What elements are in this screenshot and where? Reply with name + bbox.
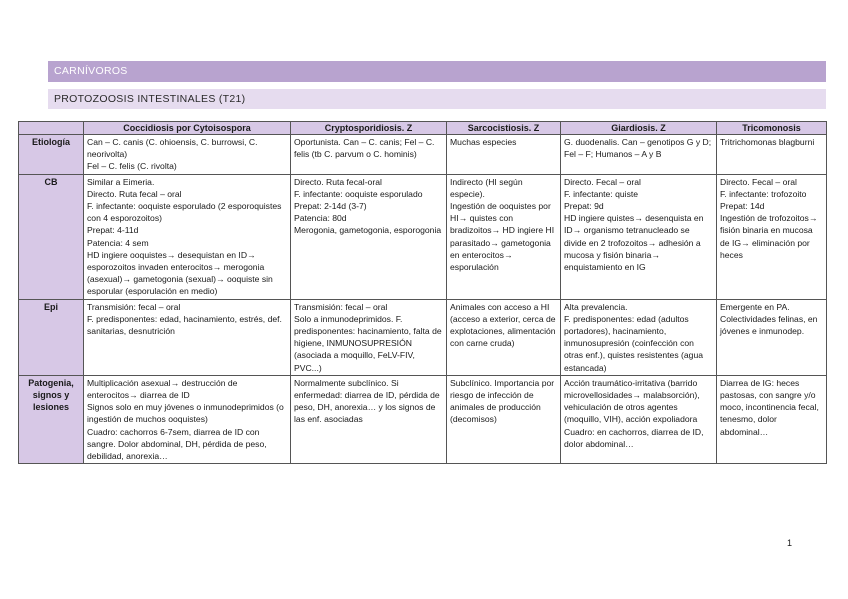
header-cell: Tricomonosis <box>717 122 827 135</box>
header-cell: Coccidiosis por Cytoisospora <box>84 122 291 135</box>
row-header: CB <box>19 174 84 299</box>
cell-line: F. predisponentes: edad (adultos portadores), hacinamiento, inmunosupresión (coinfección con otras enf.), quistes resistentes (agua estancada) <box>564 313 704 373</box>
cell-line: Directo. Fecal – oral <box>720 176 797 187</box>
page-number: 1 <box>787 538 793 548</box>
cell-line: Can – C. canis (C. ohioensis, C. burrowsi, C. neorivolta) <box>87 137 258 160</box>
cell-line: Prepat: 2-14d (3-7) <box>294 201 367 212</box>
table-cell <box>561 174 717 299</box>
cell-line: Tritrichomonas blagburni <box>720 137 815 147</box>
cell-line: Ingestión de trofozoitos→ fisión binaria en mucosa de IG→ eliminación por heces <box>720 213 818 260</box>
table-cell <box>561 299 717 375</box>
table-row <box>19 375 827 463</box>
cell-line: Acción traumático-irritativa (barrido microvellosidades→ malabsorción), vehiculación de otros agentes (moquillo, VIH), acción expoliadora <box>564 377 700 425</box>
cell-line: Subclínico. Importancia por riesgo de infección de animales de producción (decomisos) <box>450 377 555 425</box>
table-cell <box>447 375 561 463</box>
cell-line: Solo a inmunodeprimidos. F. predisponentes: hacinamiento, falta de higiene, INMUNOSUPRESIÓN (asociada a moquillo, FeLV-FIV, PVC...) <box>294 313 442 373</box>
cell-line: Prepat: 4-11d <box>87 225 139 236</box>
row-header: Etiología <box>19 135 84 175</box>
cell-line: HD ingiere quistes→ desenquista en ID→ organismo tetranucleado se divide en 2 trofozoitos→ adhesión a mucosa y fisión binaria→ enquistamiento en IG <box>564 213 704 273</box>
cell-line: Prepat: 9d <box>564 201 604 212</box>
cell-line: Prepat: 14d <box>720 201 765 212</box>
cell-line: Signos solo en muy jóvenes o inmunodeprimidos (o ingestión de muchos ooquistes) <box>87 402 284 425</box>
subsection-title: PROTOZOOSIS INTESTINALES (T21) <box>54 93 246 105</box>
cell-line: Diarrea de IG: heces pastosas, con sangre y/o moco, incontinencia fecal, tenesmo, dolor abdominal… <box>720 377 819 437</box>
cell-line: Directo. Ruta fecal – oral <box>87 188 182 199</box>
table-cell <box>447 174 561 299</box>
table-row <box>19 299 827 375</box>
cell-line: F. infectante: ooquiste esporulado (2 esporoquistes con 4 esporozoitos) <box>87 201 282 224</box>
header-cell: Sarcocistiosis. Z <box>447 122 561 135</box>
table-cell <box>291 375 447 463</box>
section-banner <box>48 61 826 82</box>
table-cell <box>717 299 827 375</box>
table-cell <box>84 299 291 375</box>
row-header: Epi <box>19 299 84 375</box>
cell-line: Normalmente subclínico. Si enfermedad: diarrea de ID, pérdida de peso, DH, anorexia… y los signos de las enf. asociadas <box>294 377 440 425</box>
cell-line: Muchas especies <box>450 137 517 147</box>
cell-line: Multiplicación asexual→ destrucción de enterocitos→ diarrea de ID <box>87 377 238 401</box>
table-row <box>19 174 827 299</box>
header-cell: Cryptosporidiosis. Z <box>291 122 447 135</box>
cell-line: Oportunista. Can – C. canis; Fel – C. felis (tb C. parvum o C. hominis) <box>294 137 435 160</box>
table-cell <box>291 135 447 175</box>
cell-line: Indirecto (HI según especie). <box>450 176 523 199</box>
subsection-banner <box>48 89 826 109</box>
cell-line: Merogonia, gametogonia, esporogonia <box>294 225 442 236</box>
cell-line: Similar a Eimeria. <box>87 176 155 187</box>
cell-line: Patencia: 80d <box>294 213 347 224</box>
header-cell: Giardiosis. Z <box>561 122 717 135</box>
table-cell <box>717 375 827 463</box>
cell-line: Patencia: 4 sem <box>87 237 149 248</box>
section-title: CARNÍVOROS <box>54 65 128 77</box>
cell-line: Cuadro: en cachorros, diarrea de ID, dolor abdominal… <box>564 426 704 449</box>
cell-line: Fel – C. felis (C. rivolta) <box>87 161 177 172</box>
row-header: Patogenia, signos y lesiones <box>19 375 84 463</box>
cell-line: Alta prevalencia. <box>564 301 628 312</box>
cell-line: HD ingiere ooquistes→ desequistan en ID→ esporozoitos invaden enterocitos→ merogonia (asexual)→ gametogonia (sexual)→ ooquiste sin esporular (esporulación en medio) <box>87 249 273 297</box>
cell-line: Animales con acceso a HI (acceso a exterior, cerca de explotaciones, alimentación con carne cruda) <box>450 301 556 349</box>
cell-line: F. predisponentes: edad, hacinamiento, estrés, def. sanitarias, desnutrición <box>87 313 282 337</box>
table-cell <box>561 135 717 175</box>
table-cell <box>561 375 717 463</box>
cell-line: F. infectante: ooquiste esporulado <box>294 188 423 199</box>
cell-line: Ingestión de ooquistes por HI→ quistes con bradizoitos→ HD ingiere HI parasitado→ gametogonia en enterocitos→ esporulación <box>450 201 555 273</box>
cell-line: F. infectante: trofozoito <box>720 188 807 199</box>
cell-line: F. infectante: quiste <box>564 188 639 199</box>
table-cell <box>447 135 561 175</box>
cell-line: Transmisión: fecal – oral <box>87 301 181 312</box>
table-row <box>19 135 827 175</box>
cell-line: Directo. Fecal – oral <box>564 176 641 187</box>
cell-line: Transmisión: fecal – oral <box>294 301 388 312</box>
table-cell <box>717 174 827 299</box>
table-header-row <box>19 122 827 135</box>
protozoosis-table <box>18 121 827 464</box>
table-cell <box>447 299 561 375</box>
table-cell <box>717 135 827 175</box>
cell-line: Emergente en PA. Colectividades felinas, en jóvenes e inmunodep. <box>720 301 818 337</box>
cell-line: G. duodenalis. Can – genotipos G y D; Fel – F; Humanos – A y B <box>564 137 712 160</box>
table-cell <box>84 135 291 175</box>
table-cell <box>84 174 291 299</box>
cell-line: Cuadro: cachorros 6-7sem, diarrea de ID con sangre. Dolor abdominal, DH, pérdida de peso, debilidad, anorexia… <box>87 426 267 462</box>
table-cell <box>84 375 291 463</box>
table-cell <box>291 174 447 299</box>
table-cell <box>291 299 447 375</box>
header-cell <box>19 122 84 135</box>
cell-line: Directo. Ruta fecal-oral <box>294 176 382 187</box>
